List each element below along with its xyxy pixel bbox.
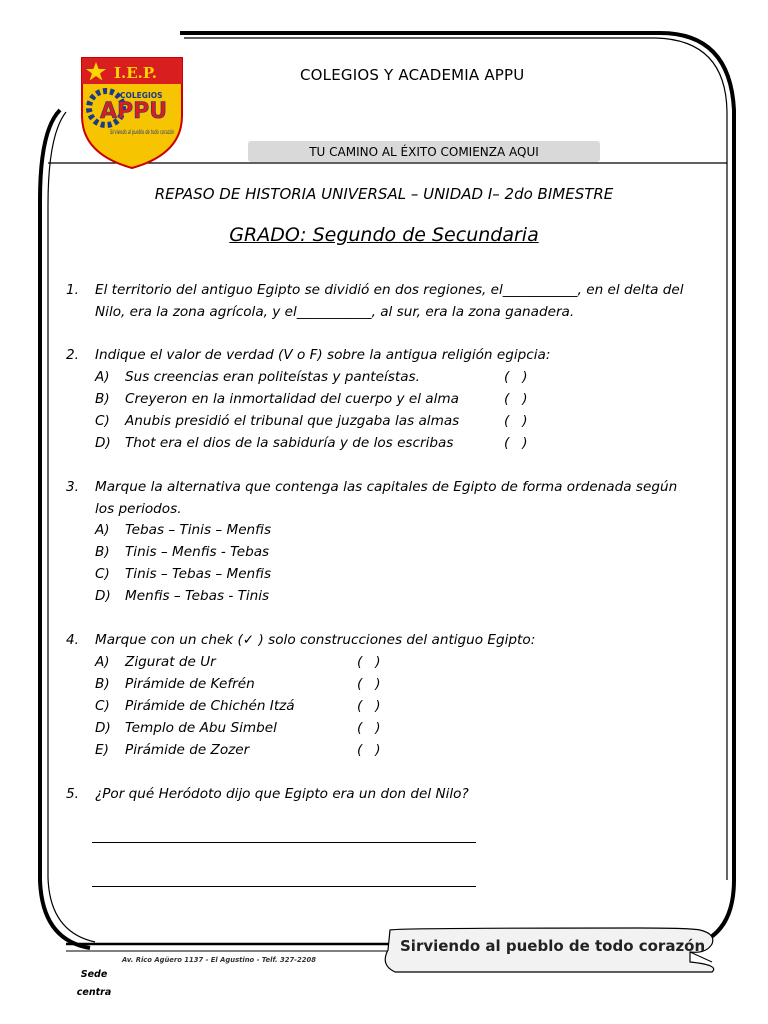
answer-blank[interactable]: ( ) [504, 413, 528, 429]
option-letter: A) [95, 522, 110, 538]
answer-blank[interactable]: ( ) [504, 391, 528, 407]
option-letter: C) [95, 698, 110, 714]
question-text: Marque con un chek (✓ ) solo construcciones del antiguo Egipto: [95, 632, 536, 648]
option-letter: C) [95, 413, 110, 429]
question-1 [66, 279, 716, 323]
answer-line[interactable] [92, 842, 476, 843]
option-text: Pirámide de Kefrén [125, 676, 255, 692]
check-blank[interactable]: ( ) [357, 720, 381, 736]
option-text: Zigurat de Ur [125, 654, 216, 670]
logo-brand-small: COLEGIOS [120, 91, 163, 100]
check-blank[interactable]: ( ) [357, 676, 381, 692]
question-2 [66, 344, 716, 366]
question-5 [66, 783, 716, 805]
review-subtitle: REPASO DE HISTORIA UNIVERSAL – UNIDAD I– 2do BIMESTRE [154, 185, 614, 203]
question-text: ¿Por qué Heródoto dijo que Egipto era un don del Nilo? [95, 786, 469, 802]
option-letter: D) [95, 720, 111, 736]
check-blank[interactable]: ( ) [357, 742, 381, 758]
option-letter: C) [95, 566, 110, 582]
option-item[interactable] [95, 585, 269, 607]
option-text: Sus creencias eran politeístas y panteístas. [125, 369, 420, 385]
option-text: Pirámide de Chichén Itzá [125, 698, 295, 714]
question-number: 1. [66, 282, 79, 298]
option-item [95, 410, 459, 432]
option-item [95, 651, 216, 673]
option-item [95, 717, 277, 739]
option-letter: B) [95, 676, 110, 692]
question-text-line: El territorio del antiguo Egipto se dividió en dos regiones, el___________, en el delta del [95, 282, 684, 298]
option-text: Tinis – Tebas – Menfis [125, 566, 272, 582]
option-item [95, 432, 453, 454]
question-text-line: Nilo, era la zona agrícola, y el___________, al sur, era la zona ganadera. [95, 304, 575, 320]
option-text: Creyeron en la inmortalidad del cuerpo y el alma [125, 391, 459, 407]
option-item [95, 388, 459, 410]
option-text: Anubis presidió el tribunal que juzgaba las almas [125, 413, 460, 429]
check-blank[interactable]: ( ) [357, 654, 381, 670]
question-text-line: Marque la alternativa que contenga las capitales de Egipto de forma ordenada según [95, 479, 678, 495]
answer-blank[interactable]: ( ) [504, 369, 528, 385]
question-number: 3. [66, 479, 79, 495]
option-letter: A) [95, 654, 110, 670]
option-letter: E) [95, 742, 109, 758]
option-item[interactable] [95, 541, 269, 563]
option-item[interactable] [95, 563, 271, 585]
option-letter: D) [95, 435, 111, 451]
option-letter: B) [95, 544, 110, 560]
logo-brand: APPU [100, 99, 168, 124]
question-text-line: los periodos. [95, 501, 182, 517]
option-text: Tinis – Menfis - Tebas [125, 544, 270, 560]
option-text: Menfis – Tebas - Tinis [125, 588, 270, 604]
sede-line: centra [76, 987, 112, 998]
option-text: Pirámide de Zozer [125, 742, 250, 758]
logo-motto: Sirviendo al pueblo de todo corazón [110, 129, 222, 136]
question-number: 2. [66, 347, 79, 363]
option-letter: A) [95, 369, 110, 385]
option-letter: B) [95, 391, 110, 407]
question-number: 5. [66, 786, 79, 802]
question-4 [66, 629, 716, 651]
option-item [95, 695, 295, 717]
option-text: Thot era el dios de la sabiduría y de los escribas [125, 435, 454, 451]
logo-top-text: I.E.P. [114, 64, 157, 82]
option-letter: D) [95, 588, 111, 604]
answer-blank[interactable]: ( ) [504, 435, 528, 451]
school-logo [80, 56, 222, 170]
footer-slogan: Sirviendo al pueblo de todo corazón [400, 937, 706, 955]
slogan-bar: TU CAMINO AL ÉXITO COMIENZA AQUI [248, 141, 600, 162]
school-title: COLEGIOS Y ACADEMIA APPU [300, 66, 525, 84]
option-item [95, 366, 420, 388]
option-text: Templo de Abu Simbel [125, 720, 277, 736]
footer-address: Av. Rico Agüero 1137 - El Agustino - Telf. 327-2208 [122, 956, 316, 964]
option-text: Tebas – Tinis – Menfis [125, 522, 272, 538]
sede-line: Sede [80, 969, 108, 980]
grade-title: GRADO: Segundo de Secundaria [229, 224, 539, 246]
option-item [95, 673, 255, 695]
question-text: Indique el valor de verdad (V o F) sobre la antigua religión egipcia: [95, 347, 551, 363]
question-3 [66, 476, 716, 520]
answer-line[interactable] [92, 886, 476, 887]
sede-label [74, 966, 114, 1002]
question-number: 4. [66, 632, 79, 648]
option-item [95, 739, 249, 761]
check-blank[interactable]: ( ) [357, 698, 381, 714]
option-item[interactable] [95, 519, 271, 541]
